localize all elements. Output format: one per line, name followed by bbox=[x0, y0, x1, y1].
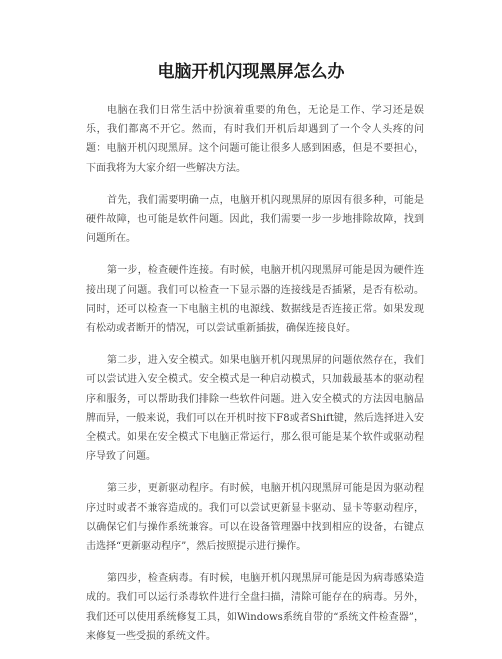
document-body bbox=[86, 101, 424, 659]
paragraph-step-1: 第一步，检查硬件连接。有时候，电脑开机闪现黑屏可能是因为硬件连接出现了问题。我们可以检查一下显示器的连接线是否插紧，是否有松动。同时，还可以检查一下电脑主机的电源线、数据线是否连接正常。如果发现有松动或者断开的情况，可以尝试重新插拔，确保连接良好。 bbox=[86, 265, 424, 335]
paragraph-step-2: 第二步，进入安全模式。如果电脑开机闪现黑屏的问题依然存在，我们可以尝试进入安全模式。安全模式是一种启动模式，只加载最基本的驱动程序和服务，可以帮助我们排除一些软件问题。进入安全模式的方法因电脑品牌而异，一般来说，我们可以在开机时按下F8或者Shift键，然后选择进入安全模式。如果在安全模式下电脑正常运行，那么很可能是某个软件或驱动程序导致了问题。 bbox=[86, 355, 424, 463]
paragraph-intro: 电脑在我们日常生活中扮演着重要的角色，无论是工作、学习还是娱乐，我们都离不开它。然而，有时我们开机后却遇到了一个令人头疼的问题：电脑开机闪现黑屏。这个问题可能让很多人感到困惑，但是不要担心，下面我将为大家介绍一些解决方法。 bbox=[86, 105, 424, 174]
paragraph-overview: 首先，我们需要明确一点，电脑开机闪现黑屏的原因有很多种，可能是硬件故障，也可能是软件问题。因此，我们需要一步一步地排除故障，找到问题所在。 bbox=[86, 194, 424, 245]
paragraph-step-4: 第四步，检查病毒。有时候，电脑开机闪现黑屏可能是因为病毒感染造成的。我们可以运行杀毒软件进行全盘扫描，清除可能存在的病毒。另外，我们还可以使用系统修复工具，如Windows系统自带的“系统文件检查器”，来修复一些受损的系统文件。 bbox=[86, 573, 424, 642]
document-title: 电脑开机闪现黑屏怎么办 bbox=[157, 62, 345, 82]
paragraph-step-3: 第三步，更新驱动程序。有时候，电脑开机闪现黑屏可能是因为驱动程序过时或者不兼容造成的。我们可以尝试更新显卡驱动、显卡等驱动程序，以确保它们与操作系统兼容。可以在设备管理器中找到相应的设备，右键点击选择“更新驱动程序”，然后按照提示进行操作。 bbox=[86, 483, 424, 553]
